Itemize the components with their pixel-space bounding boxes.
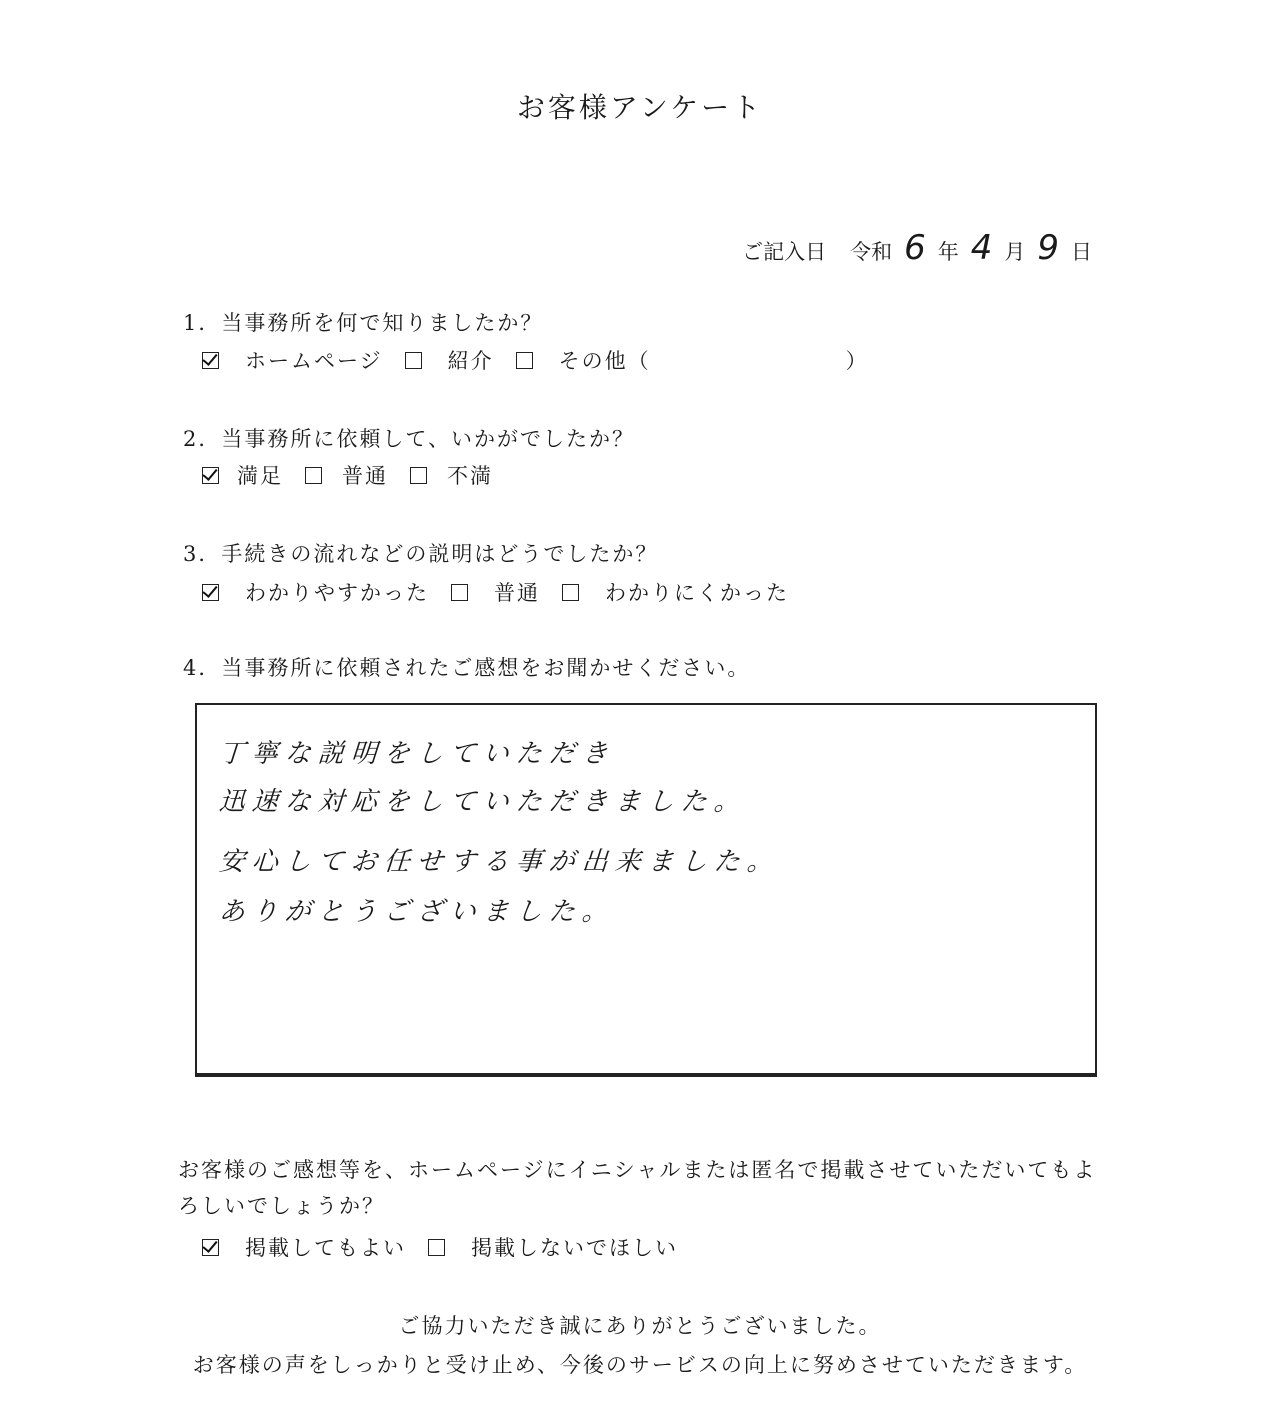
date-label: ご記入日 (742, 240, 827, 264)
option-dissatisfied[interactable] (410, 460, 493, 490)
checkbox-hard[interactable] (562, 584, 579, 601)
question-1-options (202, 345, 891, 375)
checkbox-satisfied[interactable] (202, 467, 219, 484)
date-year-value[interactable]: 6 (904, 228, 926, 268)
option-referral[interactable] (405, 345, 494, 375)
page-title: お客様アンケート (516, 91, 764, 124)
option-label: 不満 (447, 464, 493, 488)
checkbox-easy[interactable] (202, 584, 219, 601)
option-label: その他（ (558, 349, 651, 373)
comment-line: ありがとうございました。 (217, 897, 616, 927)
date-era: 令和 (850, 240, 893, 264)
question-1: 1．当事務所を何で知りましたか？ (183, 311, 544, 335)
option-label: 普通 (494, 581, 540, 605)
option-label: 掲載しないでほしい (471, 1236, 678, 1260)
footer-message: お客様の声をしっかりと受け止め、今後のサービスの向上に努めさせていただきます。 (192, 1353, 1088, 1377)
checkbox-referral[interactable] (405, 352, 422, 369)
checkbox-publish-no[interactable] (428, 1239, 445, 1256)
option-other[interactable] (516, 345, 869, 375)
date-month-value[interactable]: 4 (970, 228, 993, 268)
question-3: 3．手続きの流れなどの説明はどうでしたか？ (183, 542, 659, 566)
permission-options (202, 1232, 700, 1262)
question-3-options (202, 577, 811, 607)
other-close-paren: ） (845, 349, 869, 373)
option-average[interactable] (451, 577, 540, 607)
option-label: 紹介 (447, 349, 494, 373)
option-label: 普通 (342, 464, 388, 488)
option-label: 満足 (237, 464, 283, 488)
question-2-options (202, 460, 515, 490)
checkbox-average[interactable] (451, 584, 468, 601)
question-2: 2．当事務所に依頼して、いかがでしたか？ (183, 427, 635, 451)
comment-line: 迅速な対応をしていただきました。 (217, 787, 748, 817)
comment-line: 安心してお任せする事が出来ました。 (217, 847, 781, 877)
date-month-unit: 月 (1004, 240, 1026, 264)
option-satisfied[interactable] (202, 460, 283, 490)
checkbox-average[interactable] (305, 467, 322, 484)
option-publish-no[interactable] (428, 1232, 678, 1262)
date-day-unit: 日 (1071, 240, 1092, 264)
checkbox-dissatisfied[interactable] (410, 467, 427, 484)
option-label: わかりにくかった (605, 581, 789, 605)
checkbox-other[interactable] (516, 352, 533, 369)
option-label: 掲載してもよい (245, 1236, 406, 1260)
question-4: 4．当事務所に依頼されたご感想をお聞かせください。 (183, 656, 751, 680)
option-average[interactable] (305, 460, 388, 490)
option-hard[interactable] (562, 577, 789, 607)
option-label: ホームページ (245, 349, 383, 373)
date-year-unit: 年 (937, 240, 959, 264)
option-homepage[interactable] (202, 345, 383, 375)
comment-line: 丁寧な説明をしていただき (217, 739, 616, 769)
option-easy[interactable] (202, 577, 429, 607)
footer-thanks: ご協力いただき誠にありがとうございました。 (398, 1314, 882, 1338)
option-label: わかりやすかった (245, 581, 429, 605)
date-day-value[interactable]: 9 (1037, 228, 1059, 268)
entry-date (742, 228, 1092, 268)
checkbox-publish-ok[interactable] (202, 1239, 219, 1256)
comment-textarea[interactable] (195, 703, 1097, 1077)
checkbox-homepage[interactable] (202, 352, 219, 369)
publication-permission-question: お客様のご感想等を、ホームページにイニシャルまたは匿名で掲載させていただいてもよろしいでしょうか？ (178, 1158, 1097, 1218)
option-publish-ok[interactable] (202, 1232, 406, 1262)
